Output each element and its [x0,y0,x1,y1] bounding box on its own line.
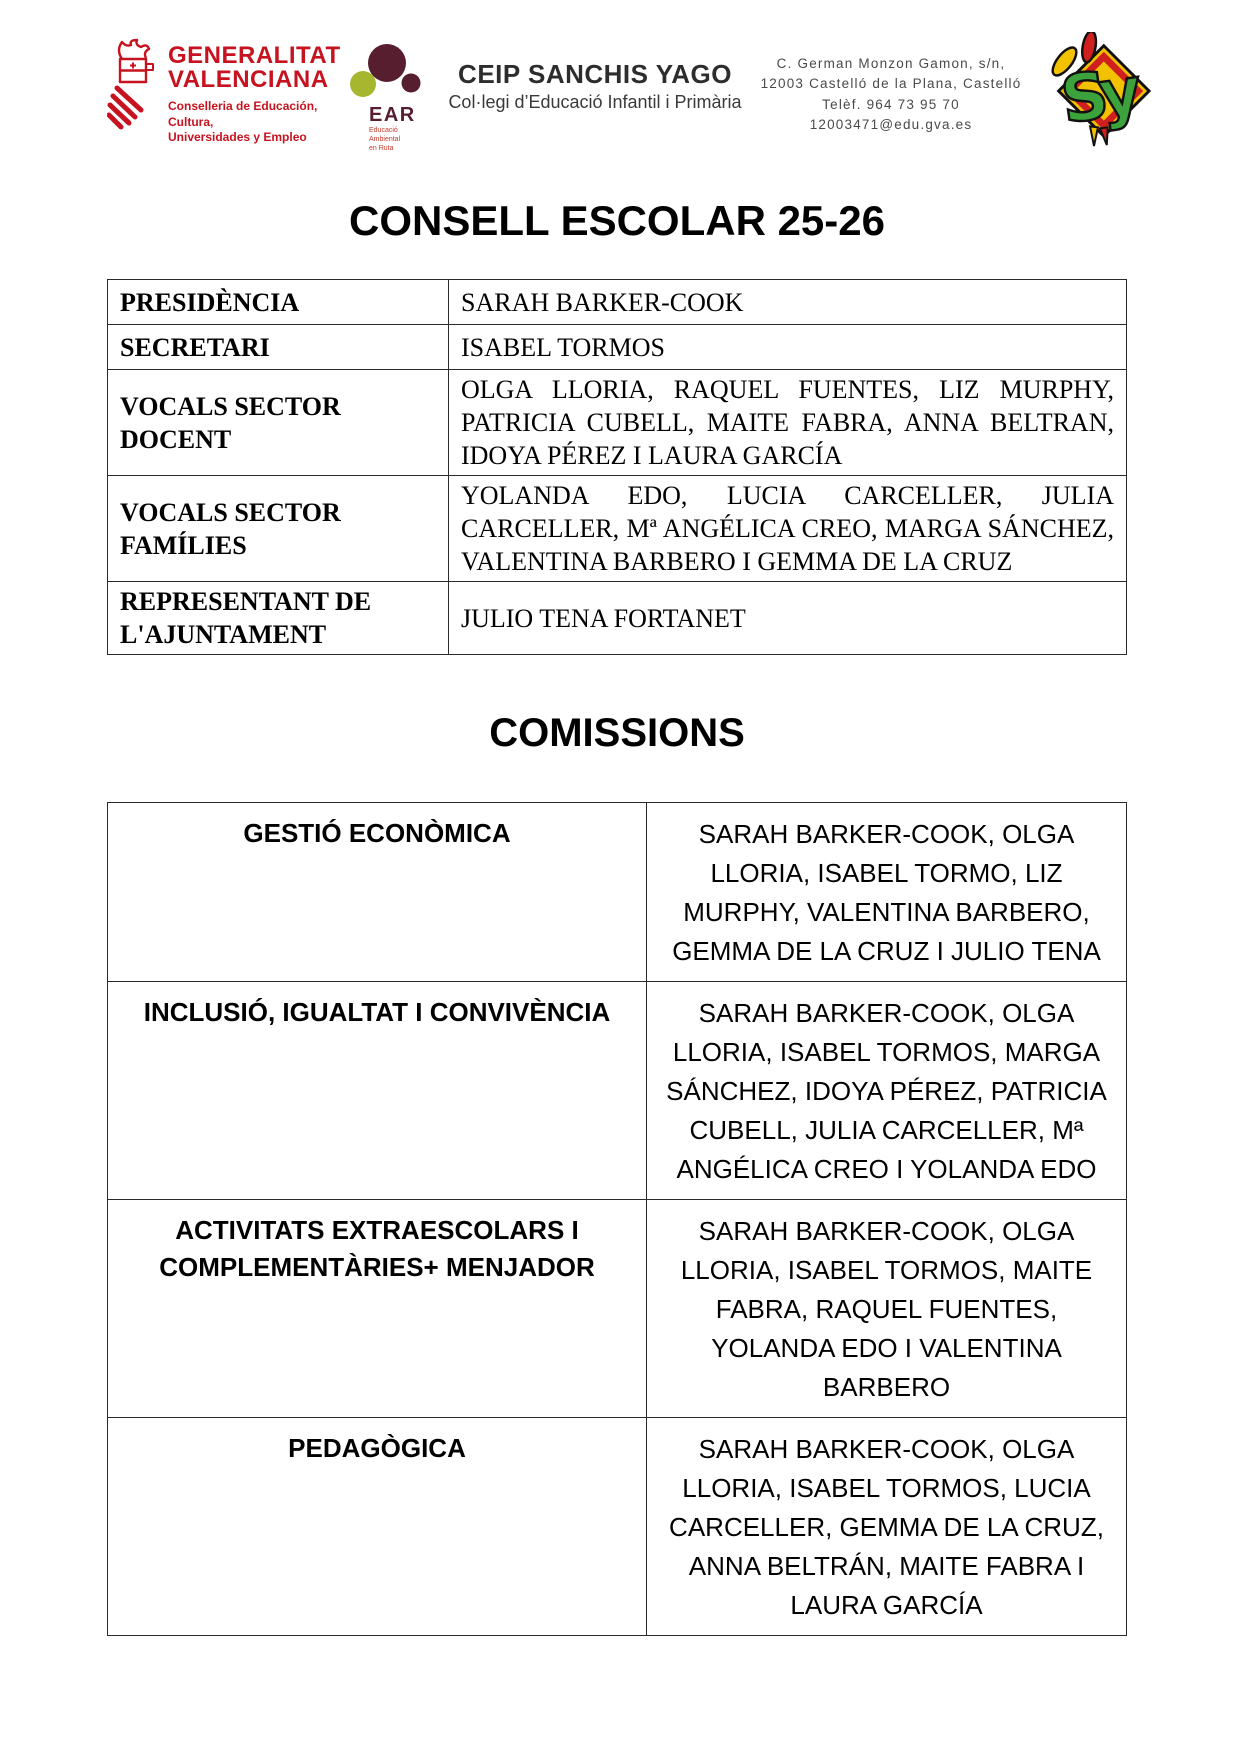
commission-name: INCLUSIÓ, IGUALTAT I CONVIVÈNCIA [108,982,647,1200]
page-title: CONSELL ESCOLAR 25-26 [348,197,885,245]
commission-members: SARAH BARKER-COOK, OLGA LLORIA, ISABEL TORMOS, MAITE FABRA, RAQUEL FUENTES, YOLANDA EDO I VALENTINA BARBERO [647,1200,1127,1418]
sanchis-yago-emblem-icon [1035,54,1153,152]
ear-tagline: Educació Ambiental en Ruta [369,127,401,152]
council-role-label: SECRETARI [108,325,449,370]
table-row [108,582,1127,655]
gv-dept-line2: Universidades y Empleo [168,130,307,145]
gv-dept-line1: Conselleria de Educación, Cultura, [168,99,318,129]
council-members: JULIO TENA FORTANET [449,582,1127,655]
document-header [107,36,1138,153]
commission-members: SARAH BARKER-COOK, OLGA LLORIA, ISABEL TORMO, LIZ MURPHY, VALENTINA BARBERO, GEMMA DE LA CRUZ I JULIO TENA [647,803,1127,982]
address-line-1: C. German Monzon Gamon, s/n, [776,56,1006,71]
school-logo [1035,32,1153,153]
gv-name-line1: GENERALITAT [168,42,341,69]
table-row [108,280,1127,325]
table-row [108,1418,1127,1636]
phone-line: Telèf. 964 73 95 70 [822,96,960,112]
gv-name-line2: VALENCIANA [168,65,329,93]
commission-name: GESTIÓ ECONÒMICA [108,803,647,982]
commissions-section-title: COMISSIONS [489,711,745,756]
council-members: YOLANDA EDO, LUCIA CARCELLER, JULIA CARCELLER, Mª ANGÉLICA CREO, MARGA SÁNCHEZ, VALENTINA BARBERO I GEMMA DE LA CRUZ [449,476,1127,582]
svg-text:Sy: Sy [1056,54,1138,139]
table-row [108,370,1127,476]
table-row [108,1200,1127,1418]
table-row [108,803,1127,982]
generalitat-crest-icon [107,38,159,146]
commission-name: PEDAGÒGICA [108,1418,647,1636]
ear-acronym: EAR [369,104,416,126]
council-role-label: PRESIDÈNCIA [108,280,449,325]
commissions-table [107,802,1127,1636]
commission-members: SARAH BARKER-COOK, OLGA LLORIA, ISABEL TORMOS, LUCIA CARCELLER, GEMMA DE LA CRUZ, ANNA BELTRÁN, MAITE FABRA I LAURA GARCÍA [647,1418,1127,1636]
commission-members: SARAH BARKER-COOK, OLGA LLORIA, ISABEL TORMOS, MARGA SÁNCHEZ, IDOYA PÉREZ, PATRICIA CUBELL, JULIA CARCELLER, Mª ANGÉLICA CREO I YOLANDA EDO [647,982,1127,1200]
council-role-label: VOCALS SECTOR FAMÍLIES [108,476,449,582]
school-title-block [447,60,743,113]
ear-circles-icon [343,85,427,102]
table-row [108,325,1127,370]
school-subtitle: Col·legi d’Educació Infantil i Primària [448,91,742,112]
school-contact-block [747,54,1035,135]
commission-name: ACTIVITATS EXTRAESCOLARS I COMPLEMENTÀRIES+ MENJADOR [108,1200,647,1418]
council-members: SARAH BARKER-COOK [449,280,1127,325]
generalitat-wordmark [168,36,341,146]
email-line: 12003471@edu.gva.es [809,116,973,132]
ear-logo [343,44,447,153]
generalitat-valenciana-logo [107,36,341,146]
address-line-2: 12003 Castelló de la Plana, Castelló [760,76,1022,92]
council-table [107,279,1127,655]
table-row [108,982,1127,1200]
council-role-label: REPRESENTANT DE L'AJUNTAMENT [108,582,449,655]
council-members: ISABEL TORMOS [449,325,1127,370]
table-row [108,476,1127,582]
council-role-label: VOCALS SECTOR DOCENT [108,370,449,476]
school-name: CEIP SANCHIS YAGO [458,59,732,89]
council-members: OLGA LLORIA, RAQUEL FUENTES, LIZ MURPHY, PATRICIA CUBELL, MAITE FABRA, ANNA BELTRAN, IDOYA PÉREZ I LAURA GARCÍA [449,370,1127,476]
